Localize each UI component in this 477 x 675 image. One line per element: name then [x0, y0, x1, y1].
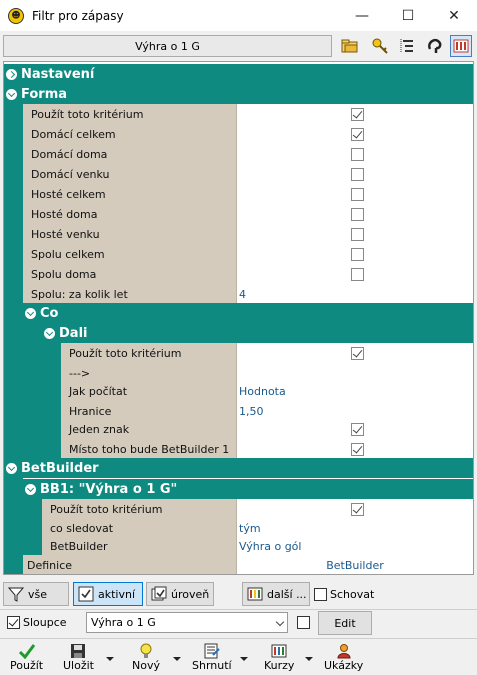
checkbox[interactable]: [351, 268, 364, 281]
summary-dropdown-icon[interactable]: [240, 657, 248, 661]
button-label: Kurzy: [264, 659, 295, 672]
section-betbuilder[interactable]: [4, 458, 473, 478]
table-row: --->: [61, 363, 473, 383]
table-row: Spolu: za kolik let 4: [23, 284, 473, 304]
summary-button[interactable]: [192, 642, 232, 672]
section-label: Co: [40, 305, 59, 321]
checkbox[interactable]: [351, 503, 364, 516]
checkbox[interactable]: [351, 208, 364, 221]
close-button[interactable]: ✕: [448, 7, 460, 24]
minimize-button[interactable]: —: [355, 7, 369, 24]
filter-select[interactable]: [86, 612, 288, 633]
table-row: Jeden znak: [61, 419, 473, 439]
table-row: Definice BetBuilder: [23, 555, 473, 575]
button-label: další ...: [267, 587, 307, 601]
section-co[interactable]: [23, 303, 473, 323]
filter-tree: [3, 61, 474, 575]
new-dropdown-icon[interactable]: [173, 657, 181, 661]
section-label: BB1: "Výhra o 1 G": [40, 481, 178, 497]
floppy-icon: [70, 642, 86, 659]
bb1-indent: [23, 499, 42, 555]
lightbulb-icon: [138, 642, 154, 659]
chevron-down-icon: [276, 618, 284, 626]
button-label: Ukázky: [324, 659, 364, 672]
value-field[interactable]: [237, 363, 473, 383]
button-label: Nový: [132, 659, 160, 672]
table-row: co sledovat tým: [42, 518, 473, 538]
button-label: Shrnutí: [192, 659, 232, 672]
odds-icon: [271, 642, 287, 659]
checkbox[interactable]: [351, 108, 364, 121]
table-row: Použít toto kritérium: [23, 104, 473, 124]
collapse-icon[interactable]: [25, 484, 36, 495]
co-indent: [23, 323, 42, 459]
table-row: Místo toho bude BetBuilder 1: [61, 439, 473, 459]
columns-checkbox[interactable]: [7, 616, 67, 629]
table-row: Hosté venku: [23, 224, 473, 244]
extra-checkbox[interactable]: [297, 616, 313, 629]
checkbox[interactable]: [351, 423, 364, 436]
level-check-icon: [151, 586, 167, 602]
value-field[interactable]: 1,50: [237, 401, 473, 421]
forma-indent: [4, 104, 23, 459]
collapse-icon[interactable]: [44, 328, 55, 339]
section-bb1[interactable]: [23, 479, 473, 499]
value-field[interactable]: Hodnota: [237, 381, 473, 401]
maximize-button[interactable]: ☐: [401, 7, 415, 24]
table-row: Hosté doma: [23, 204, 473, 224]
more-button[interactable]: [242, 582, 310, 606]
apply-button[interactable]: [10, 642, 43, 672]
save-button[interactable]: [63, 642, 94, 672]
checkbox[interactable]: [297, 616, 310, 629]
button-label: aktivní: [98, 587, 136, 601]
filter-title-field[interactable]: Výhra o 1 G: [3, 35, 332, 57]
betbuilder-indent: [4, 478, 23, 574]
checkbox[interactable]: [351, 347, 364, 360]
funnel-icon: [8, 586, 24, 602]
checkbox[interactable]: [7, 616, 20, 629]
table-row: Jak počítat Hodnota: [61, 381, 473, 401]
all-button[interactable]: [3, 582, 69, 606]
key-icon[interactable]: [369, 35, 391, 57]
collapse-icon[interactable]: [25, 308, 36, 319]
level-button[interactable]: [146, 582, 214, 606]
section-forma[interactable]: [4, 84, 473, 104]
odds-dropdown-icon[interactable]: [305, 657, 313, 661]
hook-icon[interactable]: [424, 35, 446, 57]
checkbox[interactable]: [351, 148, 364, 161]
table-row: BetBuilder Výhra o gól: [42, 536, 473, 556]
table-row: Hranice 1,50: [61, 401, 473, 421]
columns-icon: [247, 586, 263, 602]
active-button[interactable]: [73, 582, 143, 606]
save-dropdown-icon[interactable]: [106, 657, 114, 661]
table-row: Použít toto kritérium: [42, 499, 473, 519]
value-field[interactable]: BetBuilder: [237, 555, 473, 575]
checkbox[interactable]: [351, 188, 364, 201]
folder-icon[interactable]: [339, 35, 361, 57]
button-label: Použít: [10, 659, 44, 672]
odds-button[interactable]: [264, 642, 294, 672]
checkbox[interactable]: [314, 588, 327, 601]
table-row: Domácí celkem: [23, 124, 473, 144]
window-title: Filtr pro zápasy: [32, 8, 124, 23]
columns-icon[interactable]: [450, 35, 472, 57]
app-icon: ☻: [8, 8, 24, 24]
table-row: Spolu celkem: [23, 244, 473, 264]
button-label: vše: [28, 587, 48, 601]
new-button[interactable]: [132, 642, 160, 672]
select-value: Výhra o 1 G: [91, 616, 156, 629]
checkbox[interactable]: [351, 443, 364, 456]
checkbox[interactable]: [351, 128, 364, 141]
table-row: Domácí doma: [23, 144, 473, 164]
section-nastaveni[interactable]: [4, 64, 473, 84]
bottom-toolbar: [0, 640, 477, 675]
collapse-icon[interactable]: [6, 89, 17, 100]
button-label: Uložit: [63, 659, 94, 672]
top-toolbar: [0, 31, 477, 60]
title-bar: [0, 0, 477, 31]
button-label: Edit: [334, 616, 356, 630]
divider: [0, 609, 477, 610]
table-row: Použít toto kritérium: [61, 343, 473, 363]
section-label: Dali: [59, 325, 88, 341]
button-label: úroveň: [171, 587, 210, 601]
value-field[interactable]: Výhra o gól: [237, 536, 473, 556]
tree-view-icon[interactable]: [396, 35, 418, 57]
edit-button[interactable]: [318, 611, 372, 635]
section-label: Forma: [21, 86, 68, 102]
section-dali[interactable]: [42, 323, 473, 343]
divider: [0, 638, 477, 639]
table-row: Domácí venku: [23, 164, 473, 184]
hide-checkbox[interactable]: [314, 588, 374, 601]
section-label: BetBuilder: [21, 460, 99, 476]
examples-icon: [336, 642, 352, 659]
examples-button[interactable]: [324, 642, 363, 672]
checkbox-label: Sloupce: [23, 616, 67, 629]
check-icon: [78, 586, 94, 602]
collapse-icon[interactable]: [6, 463, 17, 474]
section-label: Nastavení: [21, 66, 95, 82]
expand-icon[interactable]: [6, 69, 17, 80]
value-field[interactable]: 4: [237, 284, 473, 304]
dali-indent: [42, 343, 61, 459]
table-row: Spolu doma: [23, 264, 473, 284]
value-field[interactable]: tým: [237, 518, 473, 538]
summary-icon: [203, 642, 221, 659]
table-row: Hosté celkem: [23, 184, 473, 204]
checkbox[interactable]: [351, 248, 364, 261]
checkbox-label: Schovat: [330, 588, 375, 601]
checkmark-icon: [18, 642, 36, 659]
checkbox[interactable]: [351, 228, 364, 241]
checkbox[interactable]: [351, 168, 364, 181]
